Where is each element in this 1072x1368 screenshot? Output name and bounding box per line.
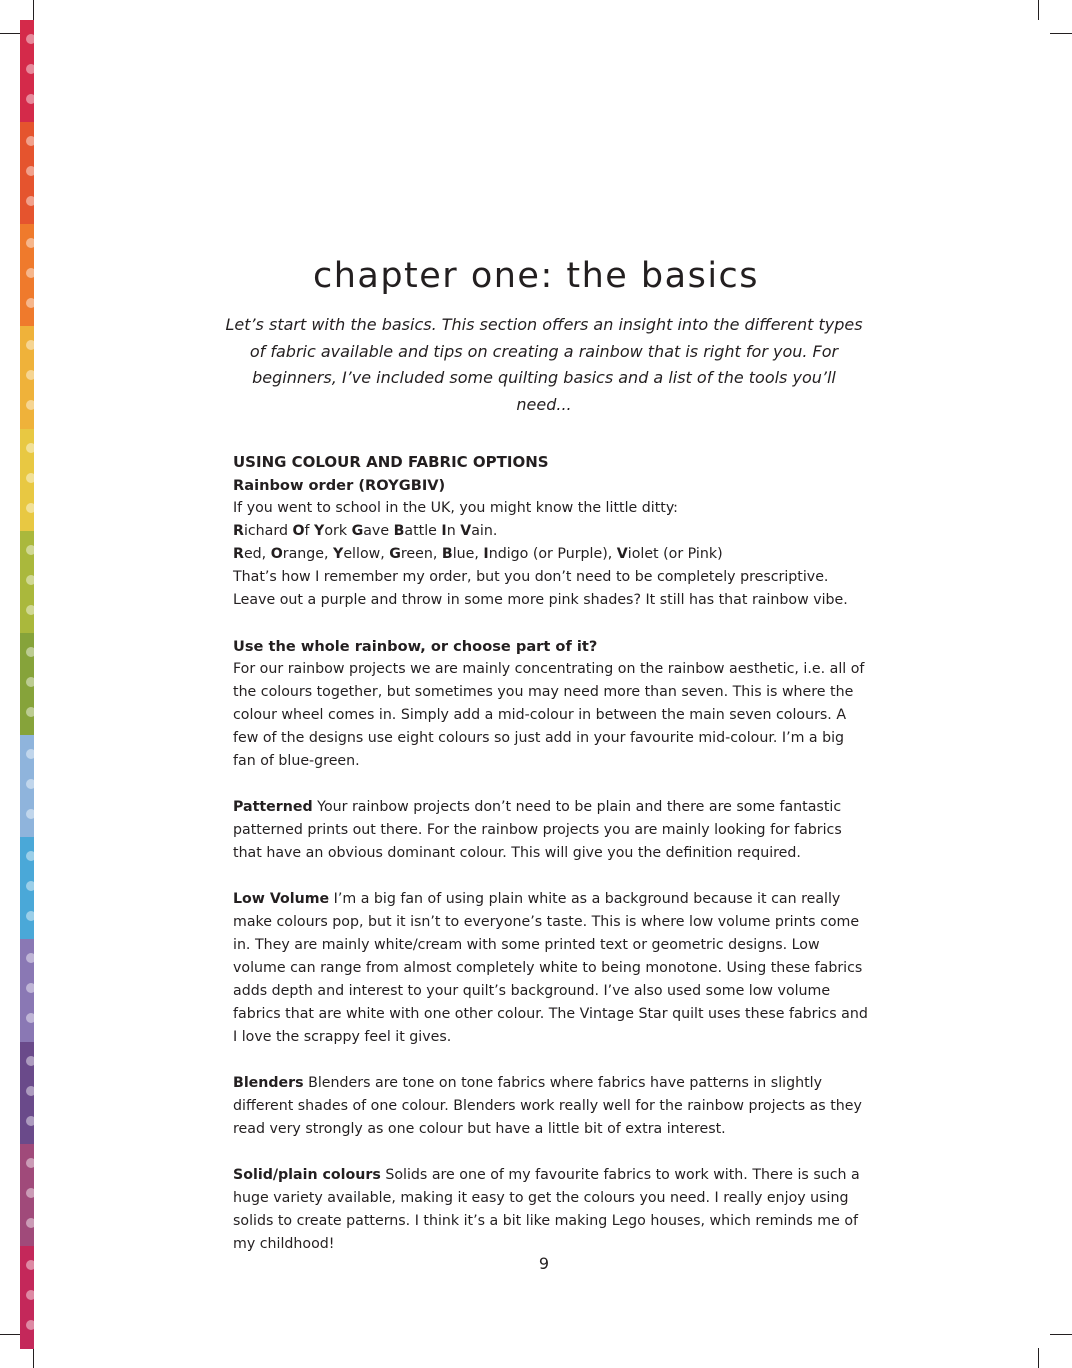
colour-initial: O — [270, 546, 283, 562]
fabric-dot — [26, 953, 36, 963]
fabric-dot — [26, 1290, 36, 1300]
rainbow-order-intro: If you went to school in the UK, you might know the little ditty: — [233, 500, 678, 516]
mnemonic-word-rest: n — [446, 523, 461, 539]
rainbow-fabric-stripe — [20, 20, 34, 1348]
colour-word-rest: ndigo (or Purple), — [488, 546, 617, 562]
colour-word-rest: range, — [282, 546, 334, 562]
fabric-dot — [26, 911, 36, 921]
mnemonic-word-rest: attle — [404, 523, 442, 539]
fabric-dot — [26, 983, 36, 993]
colour-initial: Y — [333, 546, 344, 562]
mnemonic-initial: G — [351, 523, 364, 539]
section-heading: USING COLOUR AND FABRIC OPTIONS — [233, 453, 549, 471]
colour-initial: B — [441, 546, 453, 562]
low-volume-paragraph — [233, 888, 869, 1049]
colour-word-rest: iolet (or Pink) — [627, 546, 723, 562]
colour-word-rest: ellow, — [343, 546, 390, 562]
whole-rainbow-heading: Use the whole rainbow, or choose part of it? — [233, 638, 598, 655]
fabric-dot — [26, 881, 36, 891]
fabric-dot — [26, 94, 36, 104]
mnemonic-word-rest: ave — [363, 523, 394, 539]
colour-initial: R — [233, 546, 244, 562]
fabric-dot — [26, 677, 36, 687]
colour-initial: I — [483, 546, 489, 562]
fabric-dot — [26, 1056, 36, 1066]
rainbow-order-heading: Rainbow order (ROYGBIV) — [233, 477, 446, 494]
mnemonic-line — [233, 520, 869, 543]
crop-mark-top-left-h — [0, 33, 20, 34]
mnemonic-word-rest: ichard — [243, 523, 293, 539]
fabric-dot — [26, 400, 36, 410]
fabric-dot — [26, 196, 36, 206]
fabric-dot — [26, 443, 36, 453]
mnemonic-initial: B — [393, 523, 405, 539]
fabric-dot — [26, 473, 36, 483]
colour-initial: V — [616, 546, 628, 562]
fabric-dot — [26, 779, 36, 789]
rainbow-order-text: That’s how I remember my order, but you don’t need to be completely prescriptive. Leave out a purple and throw in some more pink shades? It still has that rainbow vibe. — [233, 569, 848, 608]
crop-mark-top-left-v — [33, 0, 34, 20]
solids-term: Solid/plain colours — [233, 1167, 381, 1183]
fabric-dot — [26, 707, 36, 717]
fabric-dot — [26, 370, 36, 380]
solids-paragraph — [233, 1164, 869, 1256]
crop-mark-bottom-right-v — [1038, 1348, 1039, 1368]
page-number: 9 — [538, 1254, 550, 1273]
whole-rainbow-text: For our rainbow projects we are mainly concentrating on the rainbow aesthetic, i.e. all of the colours together, but sometimes you may need more than seven. This is where the colour wheel comes in. Simply add a mid-colour in between the main seven colours. A few of the designs use eight colours so just add in your favourite mid-colour. I’m a big fan of blue-green. — [233, 661, 865, 769]
mnemonic-initial: O — [292, 523, 305, 539]
fabric-dot — [26, 1086, 36, 1096]
mnemonic-word-rest: ork — [324, 523, 352, 539]
crop-mark-top-right-h — [1050, 33, 1072, 34]
fabric-dot — [26, 64, 36, 74]
blenders-term: Blenders — [233, 1075, 304, 1091]
fabric-dot — [26, 298, 36, 308]
fabric-dot — [26, 136, 36, 146]
fabric-dot — [26, 1218, 36, 1228]
fabric-dot — [26, 1188, 36, 1198]
blenders-paragraph — [233, 1072, 869, 1141]
fabric-dot — [26, 851, 36, 861]
fabric-dot — [26, 647, 36, 657]
fabric-dot — [26, 545, 36, 555]
fabric-dot — [26, 166, 36, 176]
fabric-dot — [26, 749, 36, 759]
crop-mark-bottom-left-v — [33, 1348, 34, 1368]
fabric-dot — [26, 605, 36, 615]
colour-initial: G — [389, 546, 401, 562]
fabric-dot — [26, 1158, 36, 1168]
colour-word-rest: ed, — [243, 546, 271, 562]
chapter-title: chapter one: the basics — [312, 256, 760, 296]
fabric-dot — [26, 809, 36, 819]
solids-text: Solids are one of my favourite fabrics to work with. There is such a huge variety available, making it easy to get the colours you need. I really enjoy using solids to create patterns. I think it’s a bit like making Lego houses, which reminds me of my childhood! — [233, 1167, 860, 1252]
patterned-term: Patterned — [233, 799, 313, 815]
low-volume-term: Low Volume — [233, 891, 330, 907]
mnemonic-word-rest: f — [304, 523, 315, 539]
blenders-text: Blenders are tone on tone fabrics where fabrics have patterns in slightly different shades of one colour. Blenders work really well for the rainbow projects as they read very strongly as one colour but have a little bit of extra interest. — [233, 1075, 862, 1137]
colour-word-rest: lue, — [452, 546, 484, 562]
patterned-paragraph — [233, 796, 869, 865]
mnemonic-initial: Y — [314, 523, 325, 539]
fabric-dot — [26, 1116, 36, 1126]
mnemonic-initial: V — [460, 523, 472, 539]
fabric-dot — [26, 340, 36, 350]
mnemonic-initial: R — [233, 523, 244, 539]
mnemonic-initial: I — [441, 523, 447, 539]
main-content — [233, 451, 869, 1256]
colour-order-line — [233, 543, 869, 566]
fabric-dot — [26, 575, 36, 585]
fabric-dot — [26, 34, 36, 44]
fabric-dot — [26, 1013, 36, 1023]
crop-mark-bottom-right-h — [1050, 1334, 1072, 1335]
colour-word-rest: reen, — [400, 546, 442, 562]
crop-mark-top-right-v — [1038, 0, 1039, 20]
fabric-dot — [26, 1320, 36, 1330]
patterned-text: Your rainbow projects don’t need to be plain and there are some fantastic patterned prints out there. For the rainbow projects you are mainly looking for fabrics that have an obvious dominant colour. This will give you the definition required. — [233, 799, 842, 861]
fabric-dot — [26, 503, 36, 513]
crop-mark-bottom-left-h — [0, 1334, 20, 1335]
chapter-intro: Let’s start with the basics. This section offers an insight into the different types of fabric available and tips on creating a rainbow that is right for you. For beginners, I’ve included some quilting basics and a list of the tools you’ll need... — [225, 315, 863, 414]
low-volume-text: I’m a big fan of using plain white as a background because it can really make colours pop, but it isn’t to everyone’s taste. This is where low volume prints come in. They are mainly white/cream with some printed text or geometric designs. Low volume can range from almost completely white to being monotone. Using these fabrics adds depth and interest to your quilt’s background. I’ve also used some low volume fabrics that are white with one other colour. The Vintage Star quilt uses these fabrics and I love the scrappy feel it gives. — [233, 891, 868, 1045]
fabric-dot — [26, 238, 36, 248]
mnemonic-word-rest: ain. — [471, 523, 498, 539]
